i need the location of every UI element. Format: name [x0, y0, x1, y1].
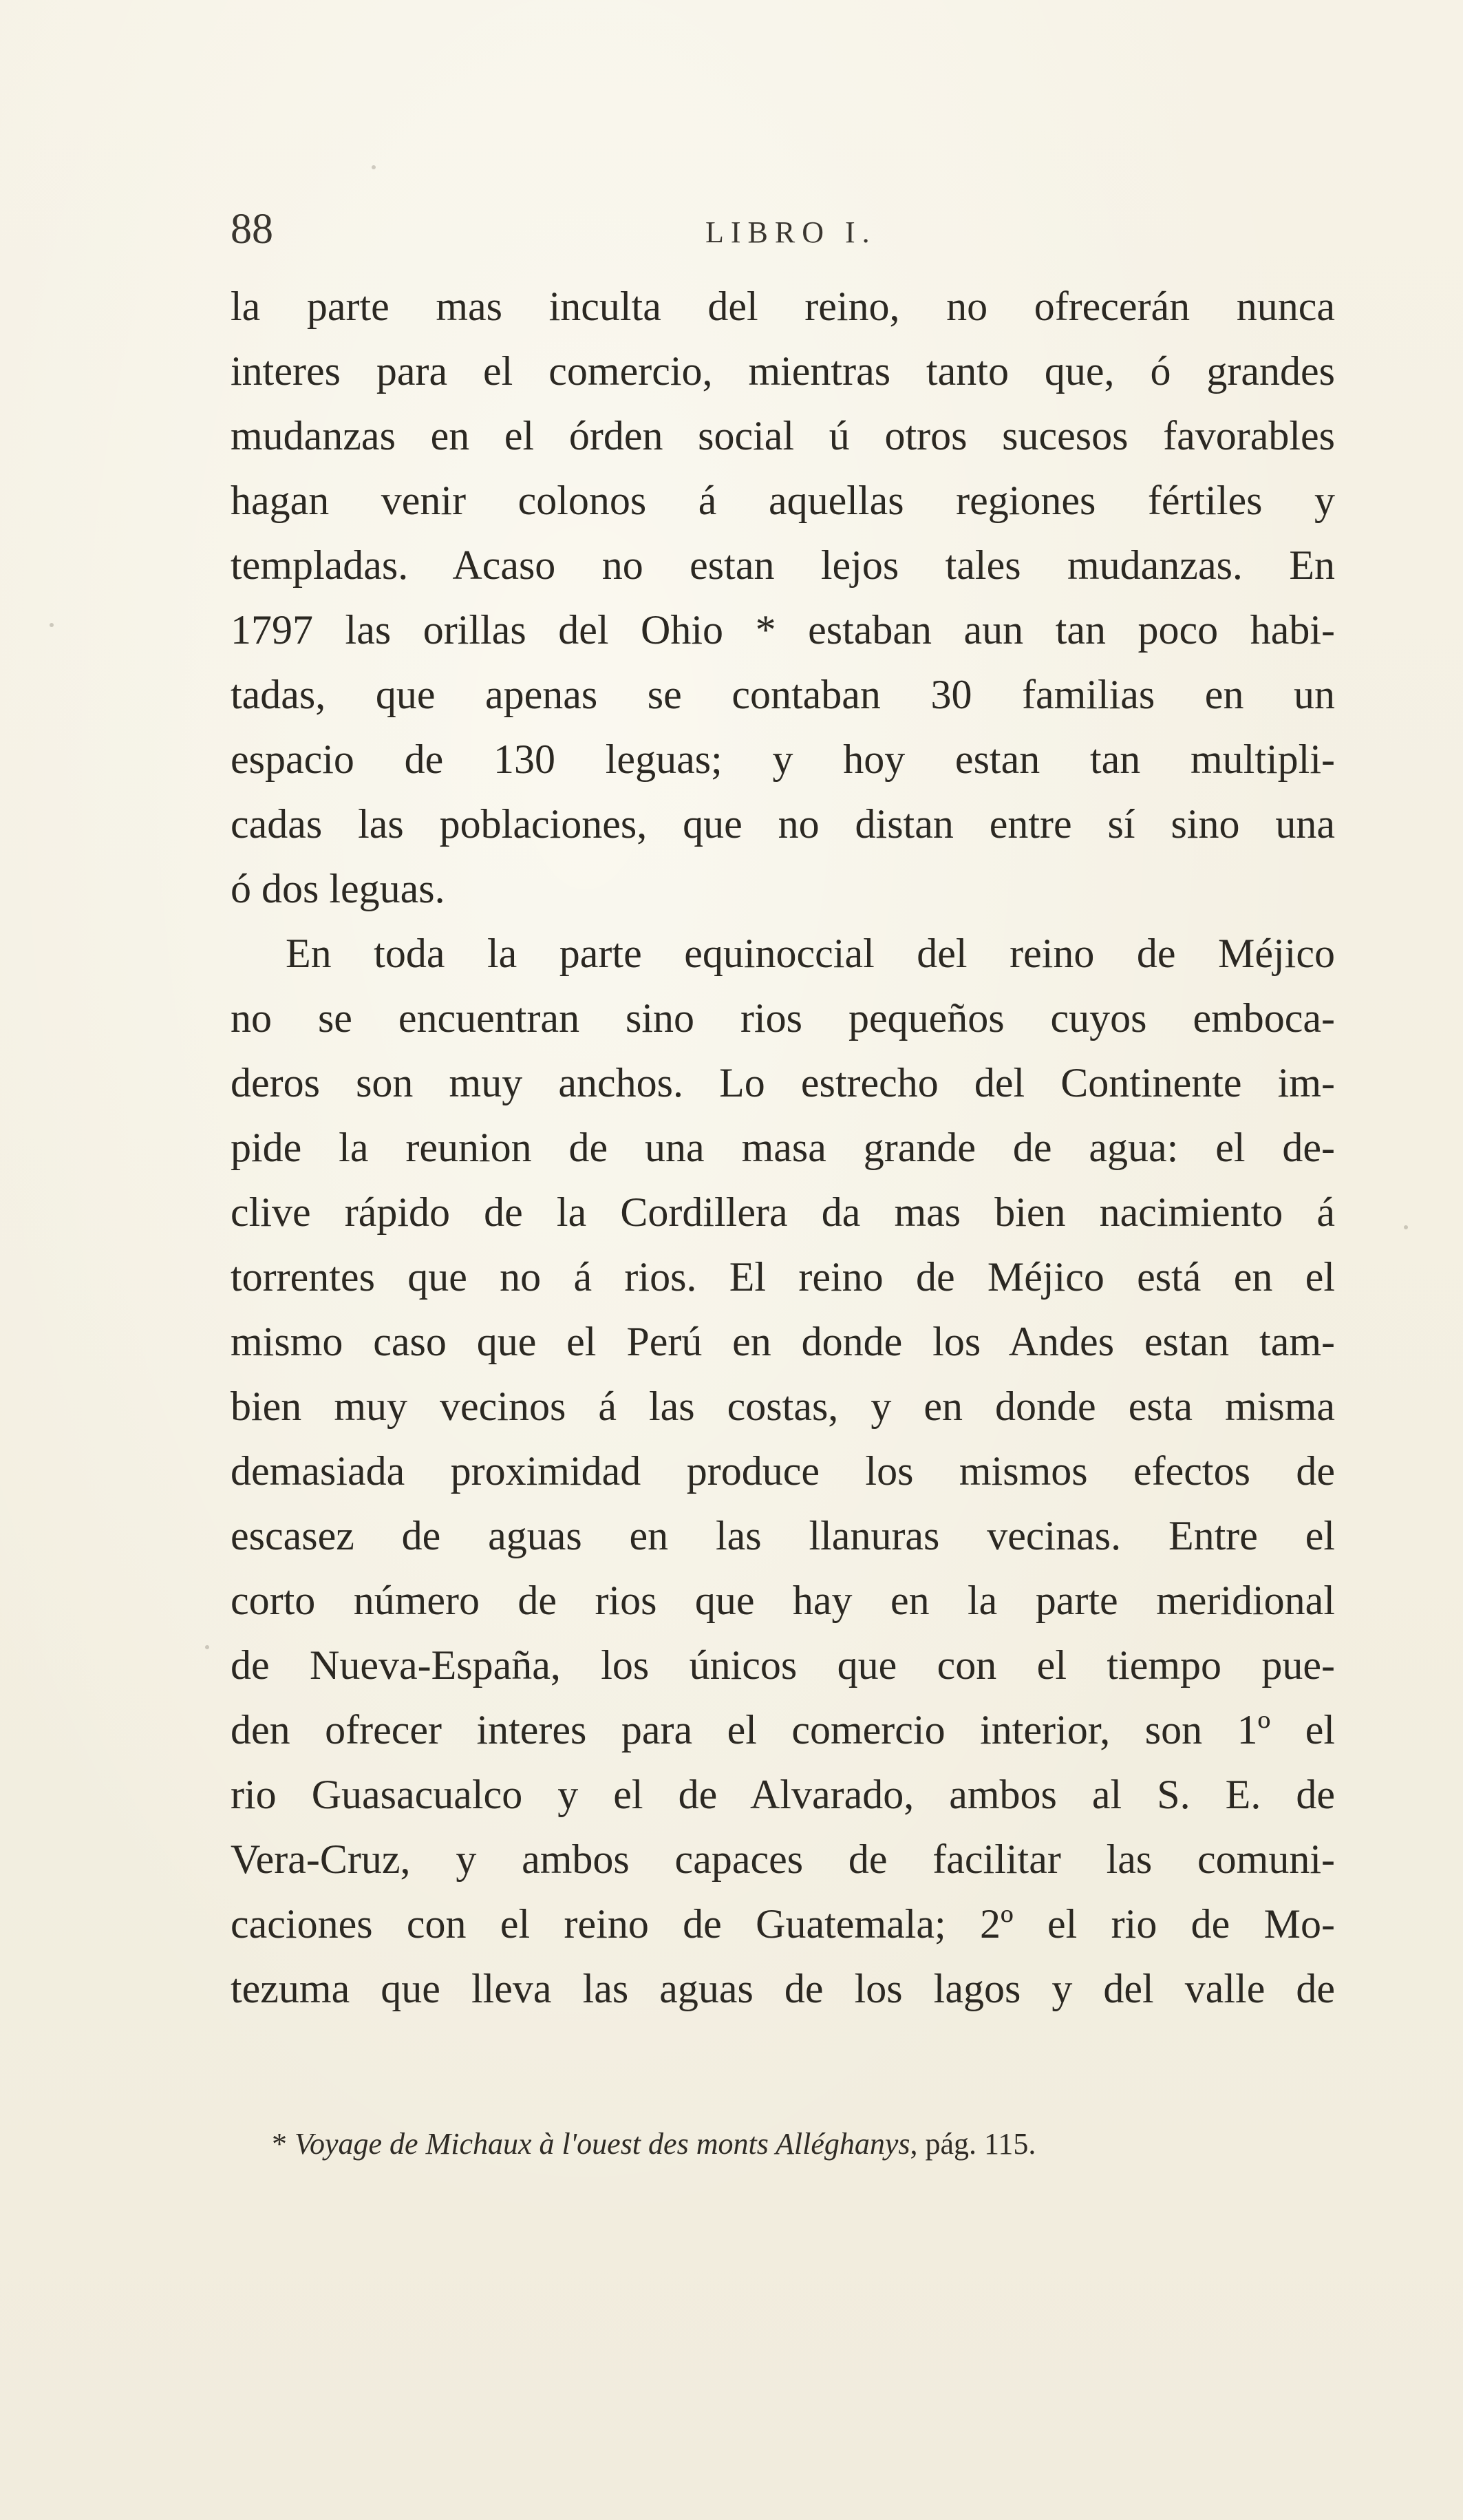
- running-head: [231, 205, 1335, 267]
- text-line: tezuma que lleva las aguas de los lagos y del valle de: [231, 1966, 1335, 2011]
- text-line: pide la reunion de una masa grande de agua: el de-: [231, 1125, 1335, 1170]
- text-line: ó dos leguas.: [231, 866, 445, 911]
- paper-speck: [50, 623, 54, 627]
- text-line: 1797 las orillas del Ohio * estaban aun tan poco habi-: [231, 607, 1335, 653]
- text-line: cadas las poblaciones, que no distan entre sí sino una: [231, 801, 1335, 847]
- text-line: deros son muy anchos. Lo estrecho del Continente im-: [231, 1060, 1335, 1105]
- text-line: escasez de aguas en las llanuras vecinas. Entre el: [231, 1513, 1335, 1558]
- running-title: LIBRO I.: [705, 215, 877, 249]
- text-line: corto número de rios que hay en la parte meridional: [231, 1578, 1335, 1623]
- text-line: tadas, que apenas se contaban 30 familias en un: [231, 672, 1335, 717]
- text-line: templadas. Acaso no estan lejos tales mudanzas. En: [231, 542, 1335, 588]
- text-line: hagan venir colonos á aquellas regiones fértiles y: [231, 478, 1335, 523]
- footnote-citation-rest: , pág. 115.: [910, 2127, 1036, 2161]
- text-line: demasiada proximidad produce los mismos efectos de: [231, 1448, 1335, 1494]
- text-line: mismo caso que el Perú en donde los Andes estan tam-: [231, 1319, 1335, 1364]
- text-line: torrentes que no á rios. El reino de Méjico está en el: [231, 1254, 1335, 1300]
- text-line: caciones con el reino de Guatemala; 2º el rio de Mo-: [231, 1901, 1335, 1947]
- paragraph-first-line: En toda la parte equinoccial del reino de Méjico: [286, 931, 1335, 976]
- footnote-citation-title: Voyage de Michaux à l'ouest des monts Alléghanys: [295, 2127, 910, 2161]
- paper-speck: [1404, 1225, 1408, 1229]
- page-number: 88: [231, 206, 273, 253]
- paper-speck: [372, 165, 376, 169]
- paper-speck: [205, 1645, 209, 1649]
- text-line: la parte mas inculta del reino, no ofrecerán nunca: [231, 284, 1335, 329]
- text-line: de Nueva-España, los únicos que con el tiempo pue-: [231, 1642, 1335, 1688]
- text-line: Vera-Cruz, y ambos capaces de facilitar las comuni-: [231, 1836, 1335, 1882]
- text-line: mudanzas en el órden social ú otros sucesos favorables: [231, 413, 1335, 458]
- footnote: [272, 2124, 1335, 2165]
- text-line: interes para el comercio, mientras tanto que, ó grandes: [231, 348, 1335, 394]
- text-line: clive rápido de la Cordillera da mas bien nacimiento á: [231, 1189, 1335, 1235]
- text-line: espacio de 130 leguas; y hoy estan tan multipli-: [231, 737, 1335, 782]
- text-line: den ofrecer interes para el comercio interior, son 1º el: [231, 1707, 1335, 1753]
- text-line: no se encuentran sino rios pequeños cuyos emboca-: [231, 995, 1335, 1041]
- text-line: rio Guasacualco y el de Alvarado, ambos al S. E. de: [231, 1772, 1335, 1817]
- text-line: bien muy vecinos á las costas, y en donde esta misma: [231, 1384, 1335, 1429]
- body-text: [231, 274, 1335, 2036]
- footnote-marker: *: [272, 2127, 287, 2161]
